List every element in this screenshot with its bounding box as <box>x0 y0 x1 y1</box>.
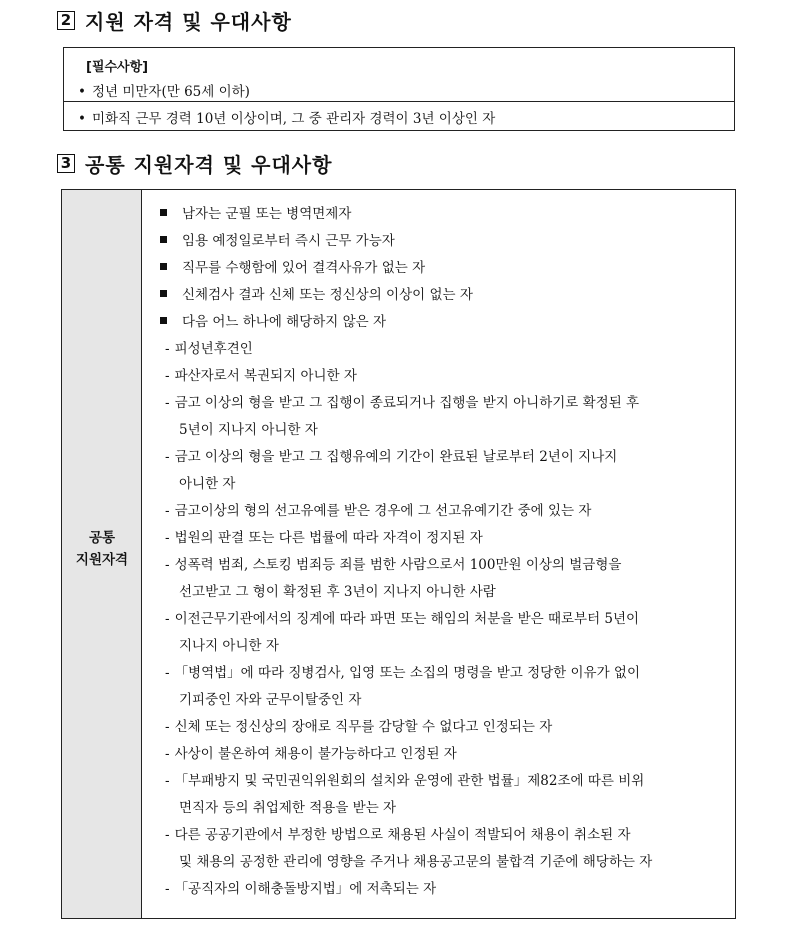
list-item: - 「부패방지 및 국민권익위원회의 설치와 운영에 관한 법률」제82조에 따른 비위 <box>165 773 645 789</box>
bullet-dot-icon: • <box>78 111 86 127</box>
section-title: 공통 지원자격 및 우대사항 <box>85 153 333 177</box>
list-item-continuation: 지나지 아니한 자 <box>179 638 279 654</box>
section-3-heading <box>57 149 332 178</box>
list-item: 남자는 군필 또는 병역면제자 <box>142 201 351 228</box>
list-item-continuation: 및 채용의 공정한 관리에 영향을 주거나 채용공고문의 불합격 기준에 해당하는 자 <box>179 854 653 870</box>
list-item: - 이전근무기관에서의 징계에 따라 파면 또는 해임의 처분을 받은 때로부터 5년이 <box>165 611 640 627</box>
required-title: [필수사항] <box>86 60 149 75</box>
list-item: - 파산자로서 복권되지 아니한 자 <box>165 368 357 384</box>
table-label-column <box>62 190 142 918</box>
bullet-dot-icon: • <box>78 84 86 100</box>
square-bullet-icon <box>160 290 167 297</box>
list-item: 다음 어느 하나에 해당하지 않은 자 <box>142 309 386 336</box>
list-item: 직무를 수행함에 있어 결격사유가 없는 자 <box>142 255 425 282</box>
dash-marker: - <box>165 530 170 546</box>
list-item-continuation: 기피중인 자와 군무이탈중인 자 <box>179 692 362 708</box>
table-content <box>142 190 735 918</box>
list-item: - 금고이상의 형의 선고유예를 받은 경우에 그 선고유예기간 중에 있는 자 <box>165 503 592 519</box>
table-label: 공통 지원자격 <box>75 530 129 568</box>
list-item: - 성폭력 범죄, 스토킹 범죄등 죄를 범한 사람으로서 100만원 이상의 벌금형을 <box>165 557 622 573</box>
square-bullet-icon <box>160 236 167 243</box>
list-item: - 사상이 불온하여 채용이 불가능하다고 인정된 자 <box>165 746 457 762</box>
list-item: - 「공직자의 이해충돌방지법」에 저촉되는 자 <box>165 881 437 897</box>
square-bullet-icon <box>160 317 167 324</box>
list-item-continuation: 아니한 자 <box>179 476 236 492</box>
list-item: - 다른 공공기관에서 부정한 방법으로 채용된 사실이 적발되어 채용이 취소된 자 <box>165 827 631 843</box>
dash-marker: - <box>165 746 170 762</box>
section-title: 지원 자격 및 우대사항 <box>85 10 292 34</box>
list-item-continuation: 선고받고 그 형이 확정된 후 3년이 지나지 아니한 사람 <box>179 584 496 600</box>
dash-marker: - <box>165 665 170 681</box>
list-item: - 법원의 판결 또는 다른 법률에 따라 자격이 정지된 자 <box>165 530 483 546</box>
square-bullet-icon <box>160 209 167 216</box>
dash-marker: - <box>165 719 170 735</box>
square-bullet-icon <box>160 263 167 270</box>
dash-marker: - <box>165 827 170 843</box>
dash-marker: - <box>165 611 170 627</box>
list-item: - 피성년후견인 <box>165 341 253 357</box>
required-item: • 미화직 근무 경력 10년 이상이며, 그 중 관리자 경력이 3년 이상인 자 <box>78 111 496 127</box>
list-item: - 금고 이상의 형을 받고 그 집행이 종료되거나 집행을 받지 아니하기로 확정된 후 <box>165 395 640 411</box>
section-number-box: 2 <box>57 11 75 30</box>
list-item-continuation: 5년이 지나지 아니한 자 <box>179 422 318 438</box>
section-number-box: 3 <box>57 154 75 173</box>
dash-marker: - <box>165 449 170 465</box>
dash-marker: - <box>165 368 170 384</box>
list-item: 신체검사 결과 신체 또는 정신상의 이상이 없는 자 <box>142 282 473 309</box>
dash-marker: - <box>165 773 170 789</box>
dash-marker: - <box>165 395 170 411</box>
required-qualifications-box <box>63 47 735 131</box>
dash-marker: - <box>165 881 170 897</box>
dash-marker: - <box>165 557 170 573</box>
dash-marker: - <box>165 503 170 519</box>
list-item: 임용 예정일로부터 즉시 근무 가능자 <box>142 228 395 255</box>
section-2-heading <box>57 6 292 35</box>
required-item: • 정년 미만자(만 65세 이하) <box>78 84 250 100</box>
list-item-continuation: 면직자 등의 취업제한 적용을 받는 자 <box>179 800 397 816</box>
list-item: - 신체 또는 정신상의 장애로 직무를 감당할 수 없다고 인정되는 자 <box>165 719 553 735</box>
common-qualifications-table <box>61 189 736 919</box>
dash-marker: - <box>165 341 170 357</box>
list-item: - 금고 이상의 형을 받고 그 집행유예의 기간이 완료된 날로부터 2년이 지나지 <box>165 449 618 465</box>
list-item: - 「병역법」에 따라 징병검사, 입영 또는 소집의 명령을 받고 정당한 이유가 없이 <box>165 665 640 681</box>
divider <box>64 101 734 102</box>
